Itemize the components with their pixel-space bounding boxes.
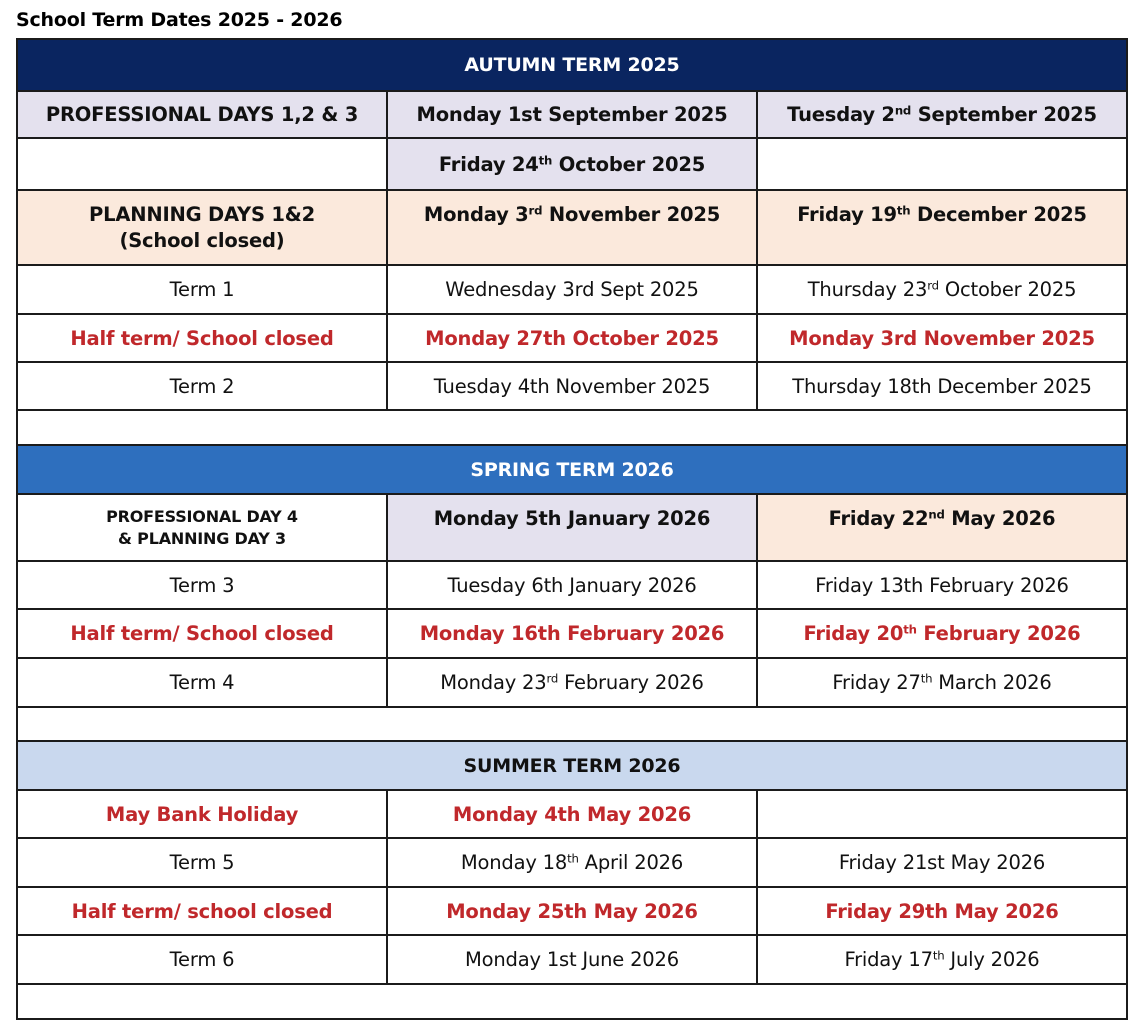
planning-days-label: PLANNING DAYS 1&2 (School closed) — [17, 190, 387, 265]
professional-days-label: PROFESSIONAL DAYS 1,2 & 3 — [17, 91, 387, 138]
table-row — [17, 91, 1127, 138]
table-row — [17, 887, 1127, 935]
page-title: School Term Dates 2025 - 2026 — [16, 9, 343, 31]
spacer-row — [17, 410, 1127, 445]
table-row — [17, 935, 1127, 984]
term6-label: Term 6 — [17, 935, 387, 984]
table-row — [17, 838, 1127, 887]
term3-start: Tuesday 6th January 2026 — [387, 561, 757, 609]
term3-label: Term 3 — [17, 561, 387, 609]
empty-cell — [17, 138, 387, 190]
term5-label: Term 5 — [17, 838, 387, 887]
bank-holiday-date: Monday 4th May 2026 — [387, 790, 757, 838]
table-row — [17, 494, 1127, 561]
spring-half-term-end: Friday 20th February 2026 — [757, 609, 1127, 658]
professional-days-end: Tuesday 2nd September 2025 — [757, 91, 1127, 138]
summer-half-term-start: Monday 25th May 2026 — [387, 887, 757, 935]
term2-end: Thursday 18th December 2025 — [757, 362, 1127, 410]
autumn-half-term-label: Half term/ School closed — [17, 314, 387, 362]
empty-cell — [17, 707, 1127, 741]
table-row — [17, 314, 1127, 362]
empty-cell — [17, 410, 1127, 445]
spring-half-term-label: Half term/ School closed — [17, 609, 387, 658]
term1-label: Term 1 — [17, 265, 387, 314]
professional-day-4-end: Friday 22nd May 2026 — [757, 494, 1127, 561]
table-row — [17, 658, 1127, 707]
summer-term-header: SUMMER TERM 2026 — [17, 741, 1127, 790]
table-row — [17, 138, 1127, 190]
term4-end: Friday 27th March 2026 — [757, 658, 1127, 707]
empty-cell — [757, 138, 1127, 190]
empty-cell — [17, 984, 1127, 1019]
summer-half-term-end: Friday 29th May 2026 — [757, 887, 1127, 935]
autumn-term-header: AUTUMN TERM 2025 — [17, 39, 1127, 91]
autumn-header-row — [17, 39, 1127, 91]
table-row — [17, 190, 1127, 265]
term6-start: Monday 1st June 2026 — [387, 935, 757, 984]
bank-holiday-label: May Bank Holiday — [17, 790, 387, 838]
empty-cell — [757, 790, 1127, 838]
term2-start: Tuesday 4th November 2025 — [387, 362, 757, 410]
term4-start: Monday 23rd February 2026 — [387, 658, 757, 707]
term1-start: Wednesday 3rd Sept 2025 — [387, 265, 757, 314]
term-dates-table — [16, 38, 1128, 1020]
professional-day-4-label: PROFESSIONAL DAY 4 & PLANNING DAY 3 — [17, 494, 387, 561]
table-row — [17, 362, 1127, 410]
spring-term-header: SPRING TERM 2026 — [17, 445, 1127, 494]
extra-professional-day: Friday 24th October 2025 — [387, 138, 757, 190]
term2-label: Term 2 — [17, 362, 387, 410]
professional-days-start: Monday 1st September 2025 — [387, 91, 757, 138]
professional-day-4-start: Monday 5th January 2026 — [387, 494, 757, 561]
term1-end: Thursday 23rd October 2025 — [757, 265, 1127, 314]
table-row — [17, 609, 1127, 658]
planning-days-start: Monday 3rd November 2025 — [387, 190, 757, 265]
term6-end: Friday 17th July 2026 — [757, 935, 1127, 984]
table-row — [17, 265, 1127, 314]
table-row — [17, 561, 1127, 609]
spacer-row — [17, 984, 1127, 1019]
spacer-row — [17, 707, 1127, 741]
spring-half-term-start: Monday 16th February 2026 — [387, 609, 757, 658]
term5-start: Monday 18th April 2026 — [387, 838, 757, 887]
term5-end: Friday 21st May 2026 — [757, 838, 1127, 887]
term4-label: Term 4 — [17, 658, 387, 707]
autumn-half-term-start: Monday 27th October 2025 — [387, 314, 757, 362]
term3-end: Friday 13th February 2026 — [757, 561, 1127, 609]
table-row — [17, 790, 1127, 838]
autumn-half-term-end: Monday 3rd November 2025 — [757, 314, 1127, 362]
spring-header-row — [17, 445, 1127, 494]
summer-half-term-label: Half term/ school closed — [17, 887, 387, 935]
planning-days-end: Friday 19th December 2025 — [757, 190, 1127, 265]
summer-header-row — [17, 741, 1127, 790]
